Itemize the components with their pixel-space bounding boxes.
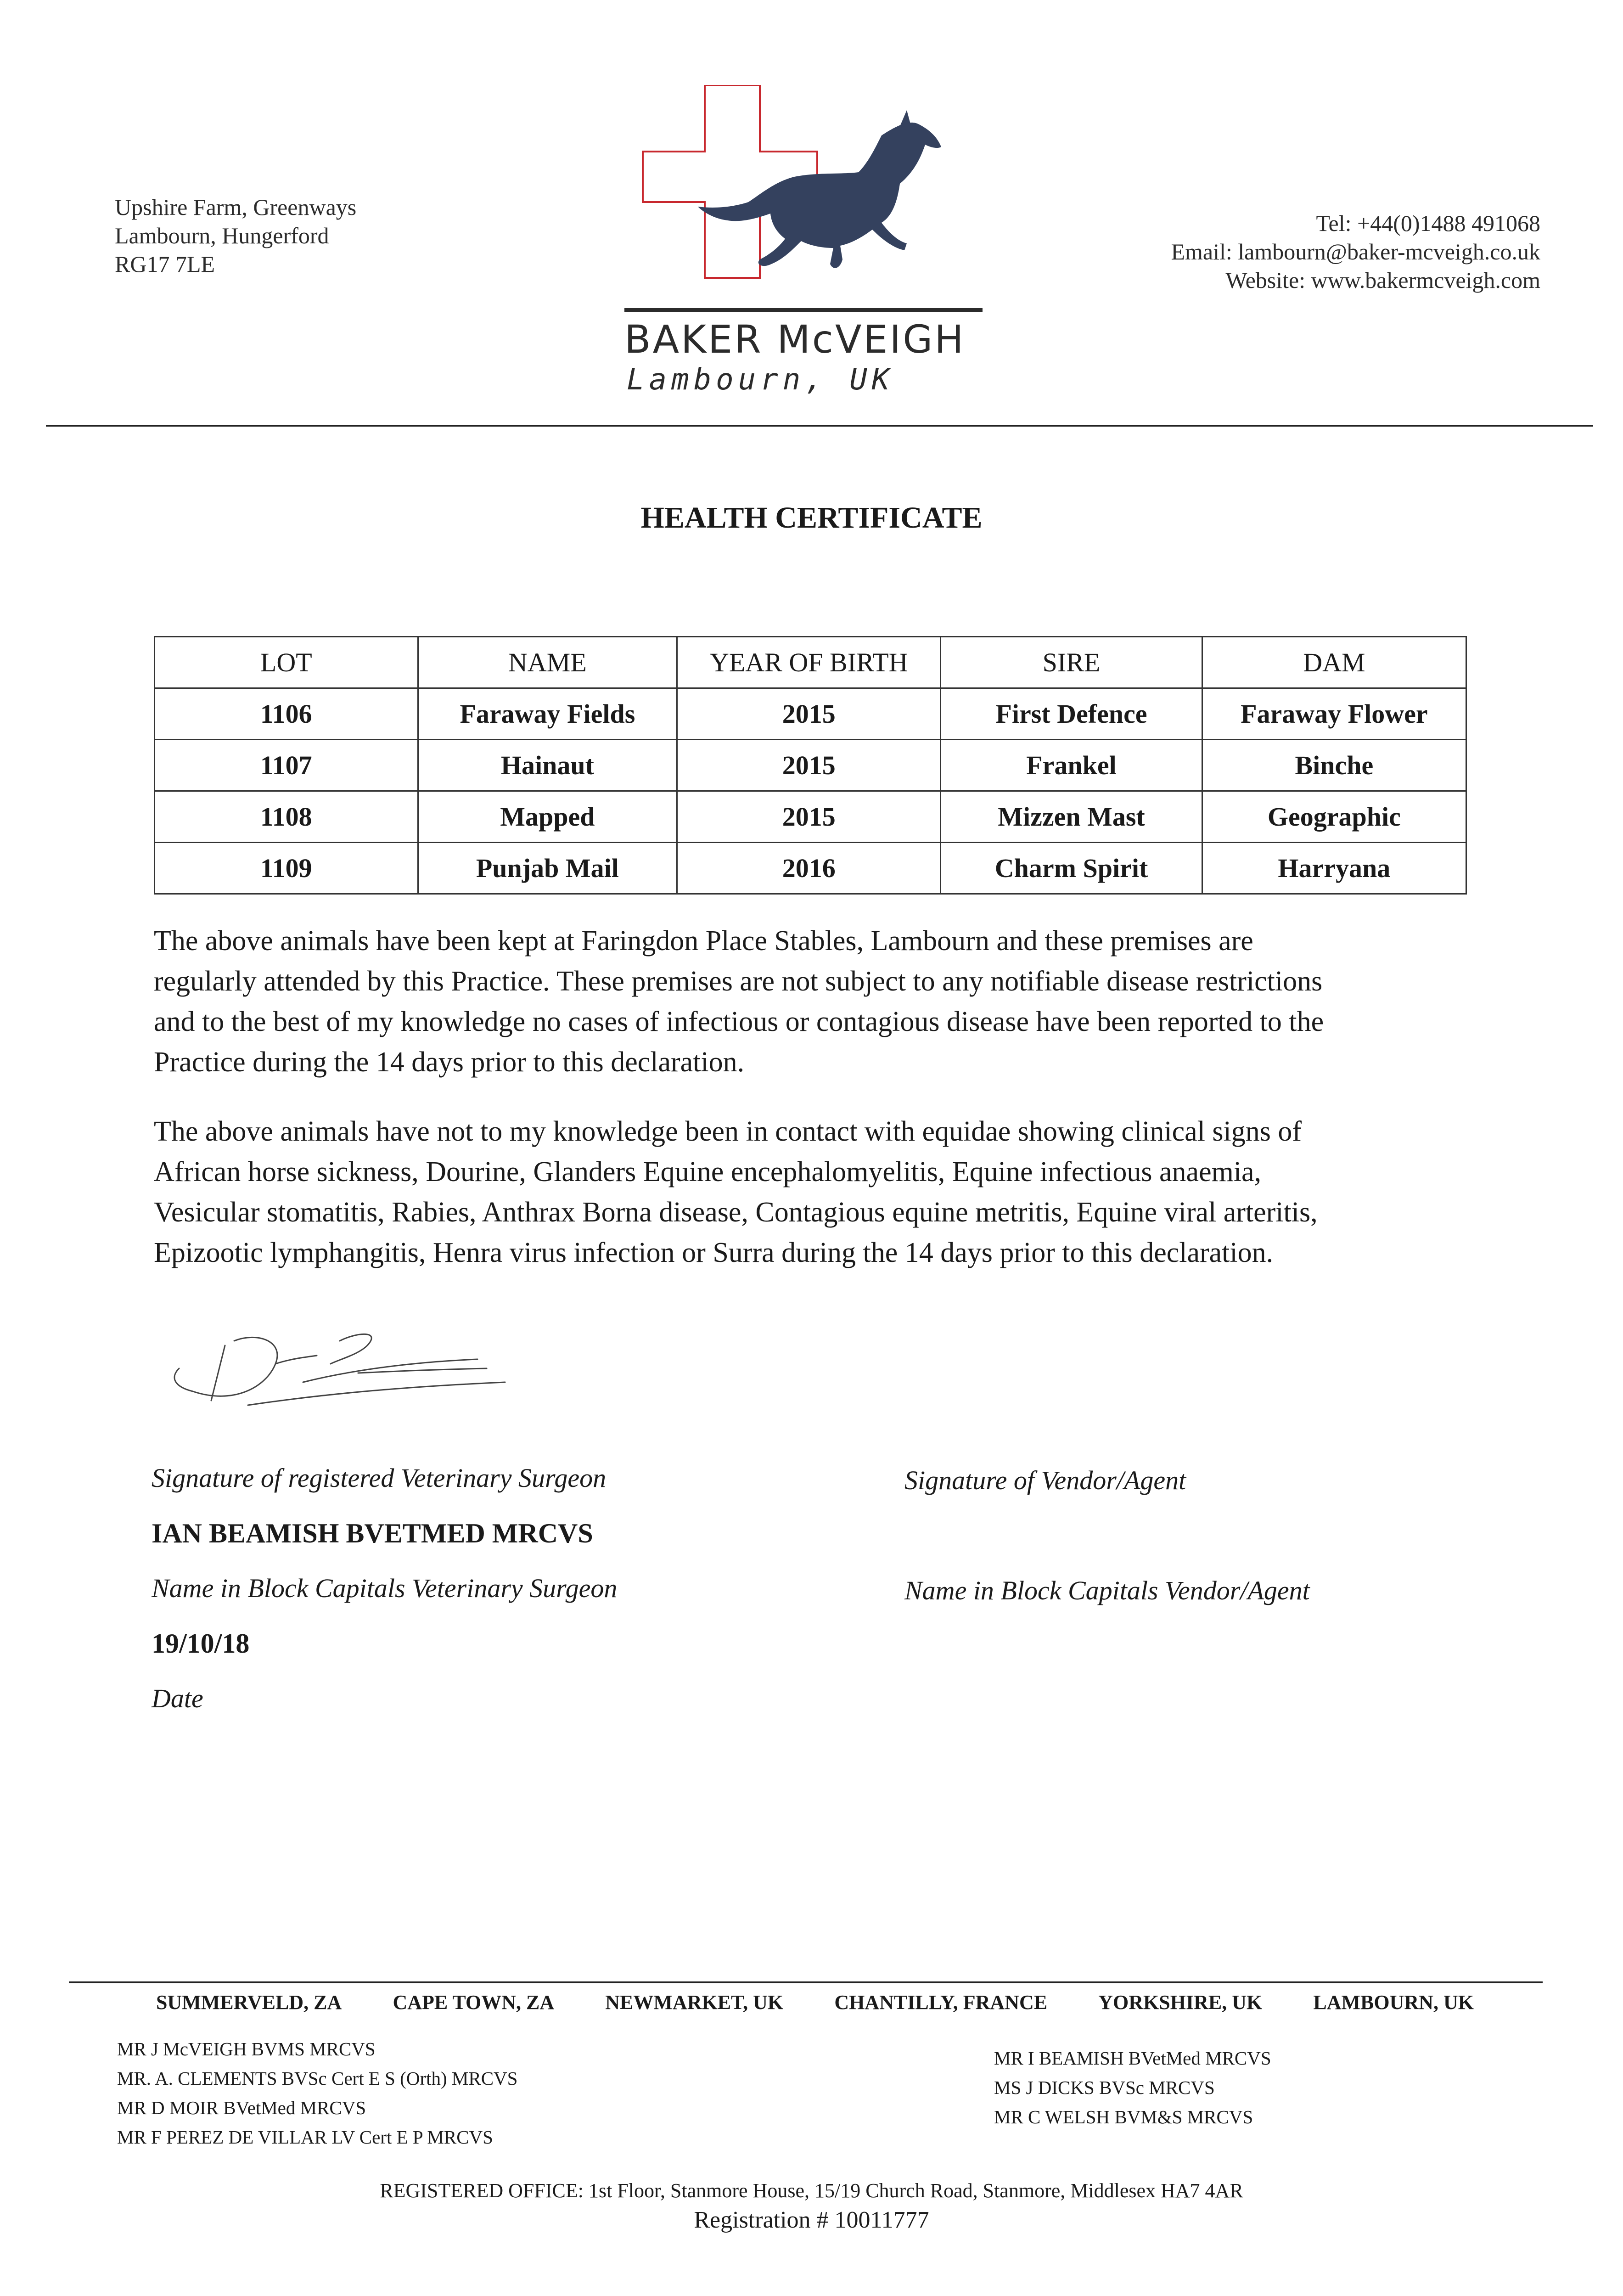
dam-cell: Geographic [1202,791,1466,843]
office-location: NEWMARKET, UK [605,1991,784,2014]
vet-signature-label: Signature of registered Veterinary Surgeon [152,1463,607,1493]
vets-list-left [117,2034,517,2152]
footer-divider [69,1981,1543,1983]
email[interactable]: Email: lambourn@baker-mcveigh.co.uk [1171,239,1540,264]
table-row [155,688,1466,740]
office-location: YORKSHIRE, UK [1098,1991,1263,2014]
declaration-paragraph-premises [154,921,1485,1082]
vets-list-right [994,2043,1271,2132]
column-header: SIRE [941,637,1202,688]
paragraph-line: Epizootic lymphangitis, Henra virus infection or Surra during the 14 days prior to this declaration. [154,1237,1274,1268]
address-line: RG17 7LE [115,251,215,277]
office-location: LAMBOURN, UK [1313,1991,1474,2014]
company-address [115,193,356,278]
lot-cell: 1108 [155,791,418,843]
year-cell: 2015 [677,791,941,843]
vet-entry: MR D MOIR BVetMed MRCVS [117,2097,366,2118]
dam-cell: Binche [1202,740,1466,791]
declaration-paragraph-diseases [154,1111,1485,1273]
vet-entry: MR J McVEIGH BVMS MRCVS [117,2038,376,2060]
date-label: Date [152,1683,203,1713]
table-header-row [155,637,1466,688]
table-row [155,791,1466,843]
dam-cell: Harryana [1202,843,1466,894]
lot-cell: 1107 [155,740,418,791]
year-cell: 2016 [677,843,941,894]
address-line: Upshire Farm, Greenways [115,194,357,220]
column-header: NAME [418,637,677,688]
vet-entry: MS J DICKS BVSc MRCVS [994,2077,1215,2098]
name-cell: Punjab Mail [418,843,677,894]
lot-cell: 1109 [155,843,418,894]
address-line: Lambourn, Hungerford [115,223,329,248]
paragraph-line: African horse sickness, Dourine, Glanders Equine encephalomyelitis, Equine infectious anaemia, [154,1156,1262,1187]
page-title: HEALTH CERTIFICATE [640,501,983,535]
brand-location: Lambourn, UK [627,363,894,397]
paragraph-line: The above animals have not to my knowledge been in contact with equidae showing clinical signs of [154,1116,1302,1147]
vet-name-label: Name in Block Capitals Veterinary Surgeon [152,1573,618,1603]
paragraph-line: Vesicular stomatitis, Rabies, Anthrax Borna disease, Contagious equine metritis, Equine viral arteritis, [154,1197,1318,1228]
year-cell: 2015 [677,688,941,740]
office-location: CAPE TOWN, ZA [393,1991,555,2014]
column-header: LOT [155,637,418,688]
name-cell: Mapped [418,791,677,843]
table-row [155,843,1466,894]
paragraph-line: and to the best of my knowledge no cases of infectious or contagious disease have been reported to the [154,1006,1324,1037]
vet-entry: MR C WELSH BVM&S MRCVS [994,2106,1253,2127]
horse-table [154,636,1467,895]
vet-name: IAN BEAMISH BVETMED MRCVS [152,1518,593,1548]
paragraph-line: regularly attended by this Practice. These premises are not subject to any notifiable disease restrictions [154,966,1323,997]
paragraph-line: The above animals have been kept at Faringdon Place Stables, Lambourn and these premises are [154,925,1253,957]
sire-cell: First Defence [941,688,1202,740]
office-locations [156,1991,1474,2014]
telephone: Tel: +44(0)1488 491068 [1316,210,1540,236]
declaration-date: 19/10/18 [152,1628,250,1659]
name-cell: Faraway Fields [418,688,677,740]
office-location: SUMMERVELD, ZA [156,1991,342,2014]
office-location: CHANTILLY, FRANCE [834,1991,1048,2014]
registered-office: REGISTERED OFFICE: 1st Floor, Stanmore House, 15/19 Church Road, Stanmore, Middlesex HA7 4AR [380,2179,1243,2202]
paragraph-line: Practice during the 14 days prior to this declaration. [154,1047,745,1078]
column-header: YEAR OF BIRTH [677,637,941,688]
table-row [155,740,1466,791]
year-cell: 2015 [677,740,941,791]
registration-number: Registration # 10011777 [694,2207,929,2233]
vet-entry: MR I BEAMISH BVetMed MRCVS [994,2048,1271,2069]
sire-cell: Charm Spirit [941,843,1202,894]
vet-entry: MR. A. CLEMENTS BVSc Cert E S (Orth) MRCVS [117,2068,518,2089]
vendor-signature-label: Signature of Vendor/Agent [904,1465,1186,1495]
sire-cell: Frankel [941,740,1202,791]
galloping-horse-icon [698,110,941,268]
company-contact [1171,209,1540,294]
website[interactable]: Website: www.bakermcveigh.com [1225,267,1540,293]
sire-cell: Mizzen Mast [941,791,1202,843]
header-divider [46,425,1593,427]
lot-cell: 1106 [155,688,418,740]
dam-cell: Faraway Flower [1202,688,1466,740]
vet-entry: MR F PEREZ DE VILLAR LV Cert E P MRCVS [117,2127,493,2148]
vet-signature [165,1313,533,1424]
column-header: DAM [1202,637,1466,688]
vendor-name-label: Name in Block Capitals Vendor/Agent [904,1576,1310,1605]
name-cell: Hainaut [418,740,677,791]
brand-name: BAKER McVEIGH [624,317,966,362]
